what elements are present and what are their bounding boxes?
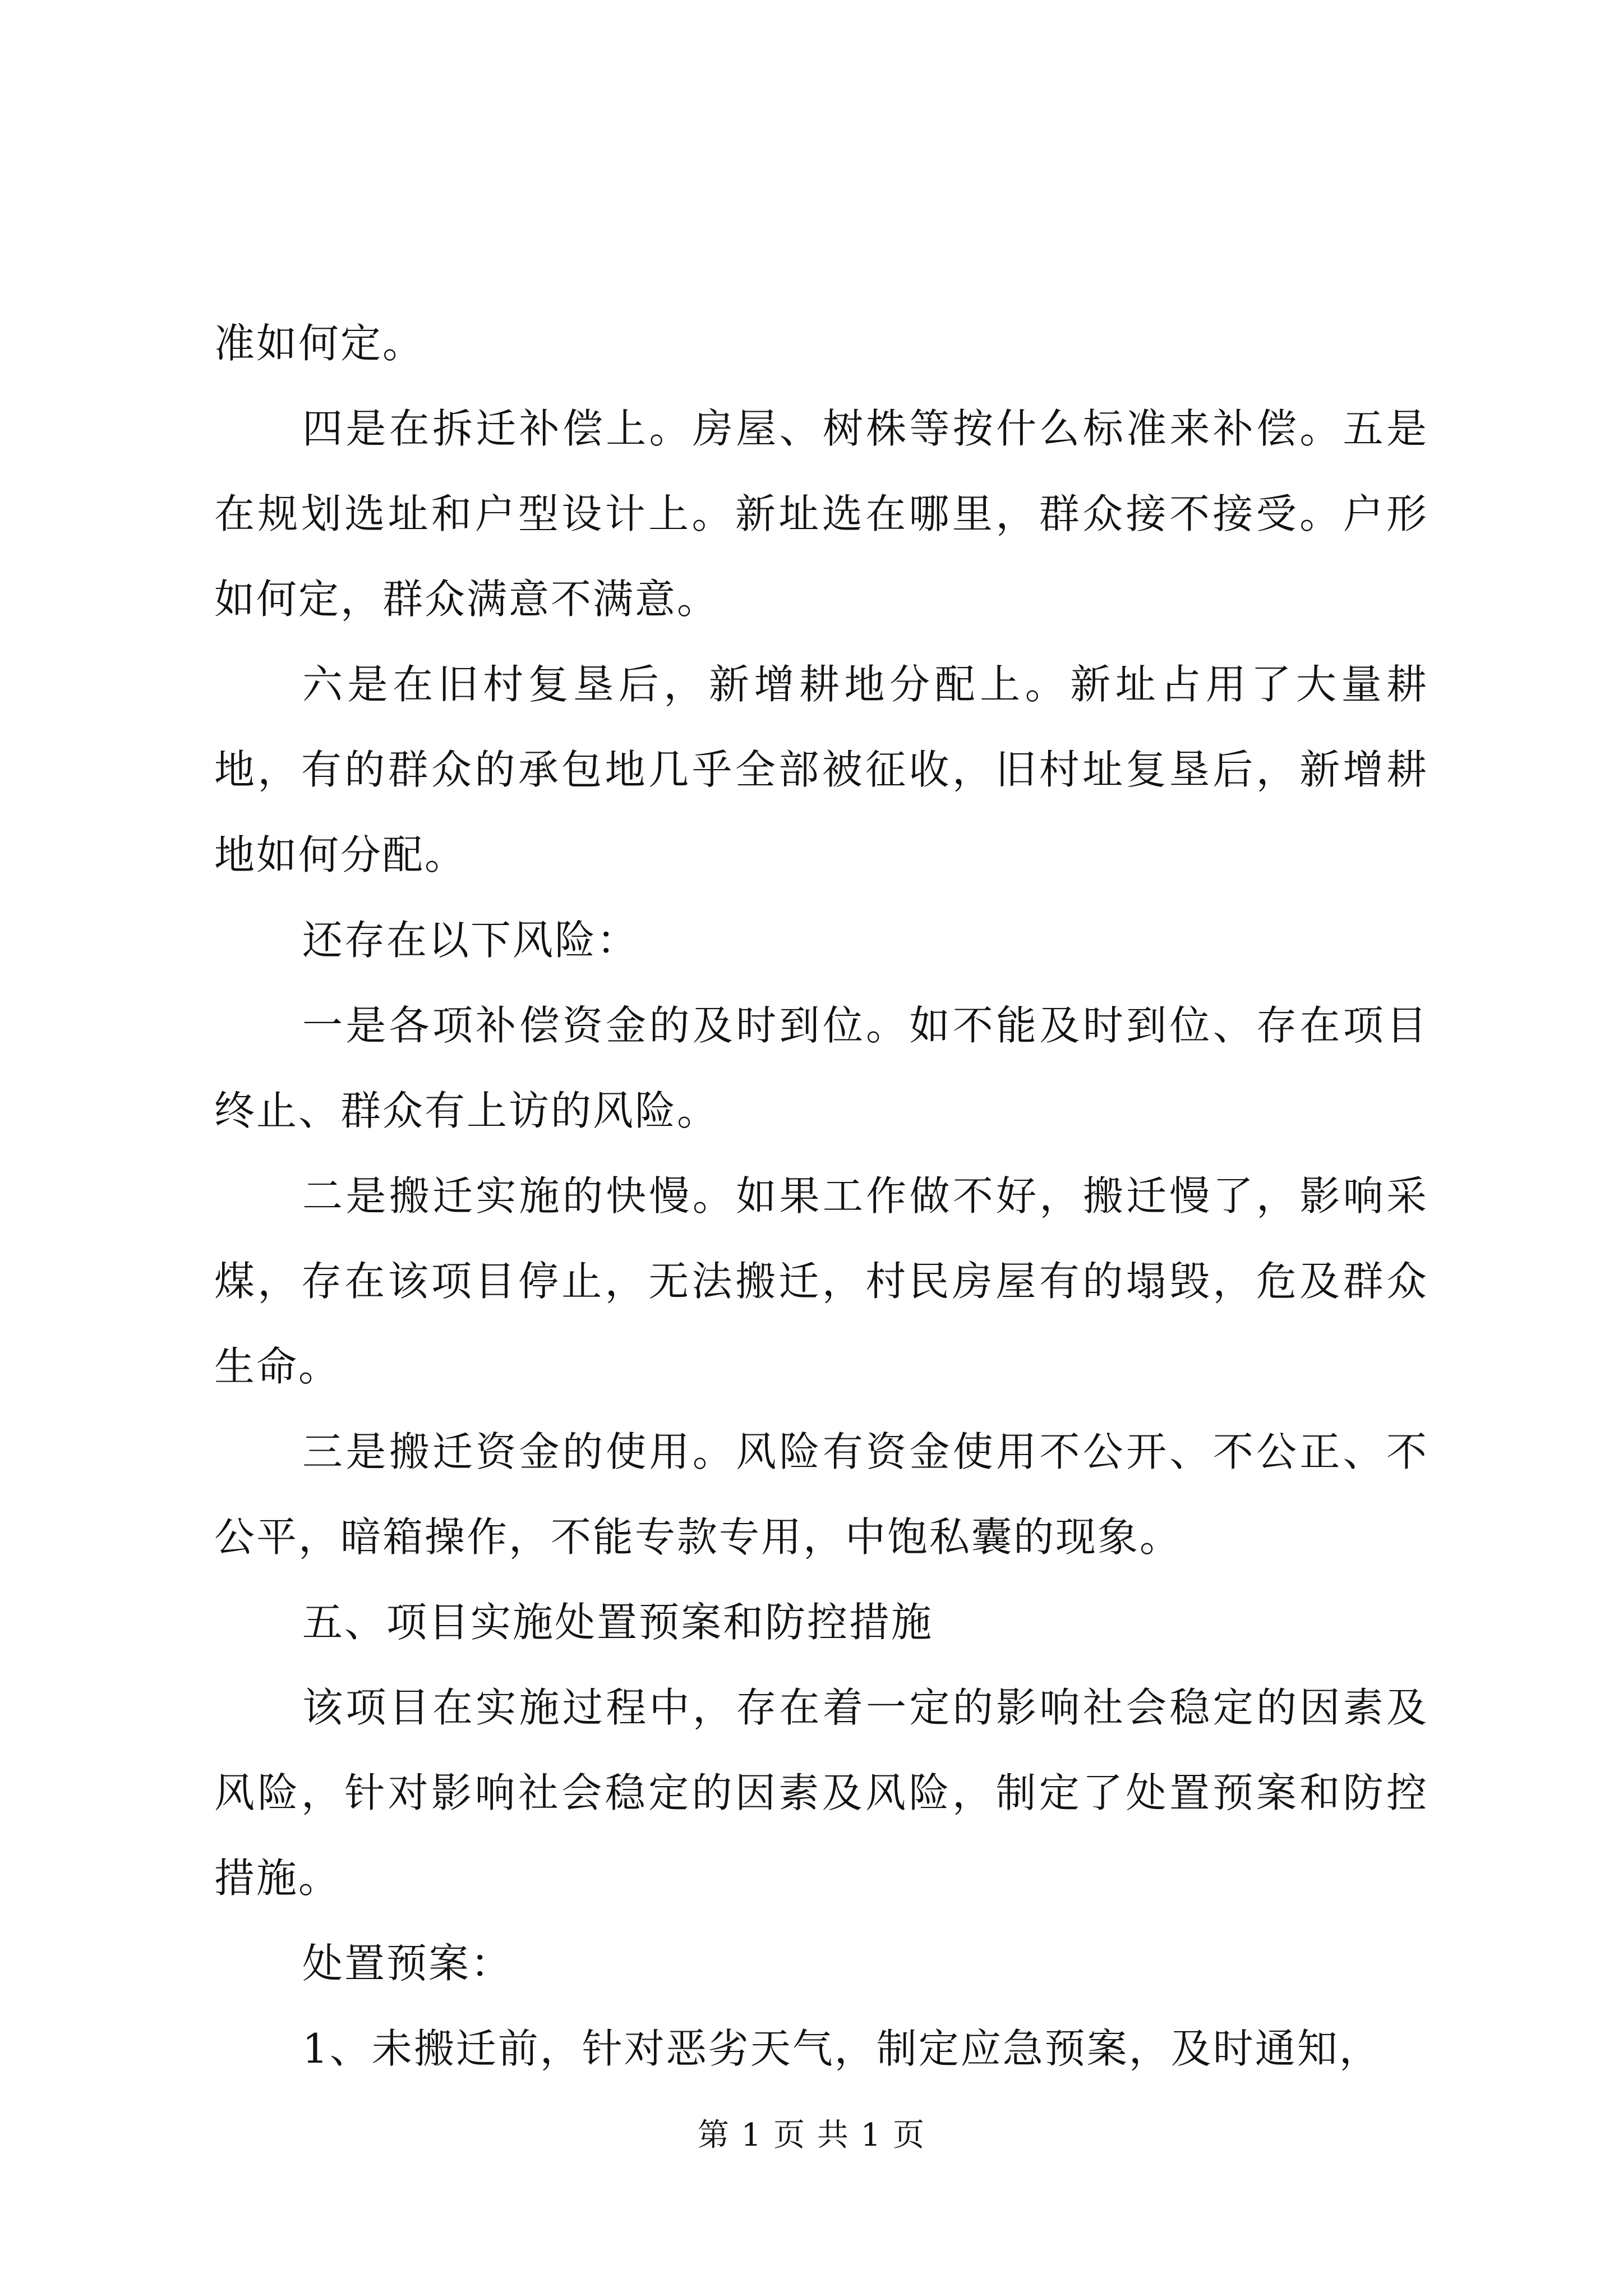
paragraph: 一是各项补偿资金的及时到位。如不能及时到位、存在项目终止、群众有上访的风险。 <box>214 1002 1428 1134</box>
paragraph: 还存在以下风险： <box>302 917 639 964</box>
section-heading: 五、项目实施处置预案和防控措施 <box>302 1599 934 1646</box>
paragraph: 二是搬迁实施的快慢。如果工作做不好，搬迁慢了，影响采煤，存在该项目停止，无法搬迁，村民房屋有的塌毁，危及群众生命。 <box>214 1172 1428 1390</box>
paragraph: 处置预案： <box>302 1940 513 1987</box>
paragraph: 该项目在实施过程中，存在着一定的影响社会稳定的因素及风险，针对影响社会稳定的因素及风险，制定了处置预案和防控措施。 <box>214 1684 1428 1902</box>
paragraph: 准如何定。 <box>214 320 425 367</box>
page-footer: 第 1 页 共 1 页 <box>697 2117 926 2154</box>
paragraph: 四是在拆迁补偿上。房屋、树株等按什么标准来补偿。五是在规划选址和户型设计上。新址选在哪里，群众接不接受。户形如何定，群众满意不满意。 <box>214 405 1428 623</box>
paragraph: 六是在旧村复垦后，新增耕地分配上。新址占用了大量耕地，有的群众的承包地几乎全部被征收，旧村址复垦后，新增耕地如何分配。 <box>214 661 1428 878</box>
paragraph: 1、未搬迁前，针对恶劣天气，制定应急预案，及时通知， <box>302 2025 1381 2072</box>
document-body <box>214 301 1428 2091</box>
paragraph: 三是搬迁资金的使用。风险有资金使用不公开、不公正、不公平，暗箱操作，不能专款专用，中饱私囊的现象。 <box>214 1428 1428 1561</box>
